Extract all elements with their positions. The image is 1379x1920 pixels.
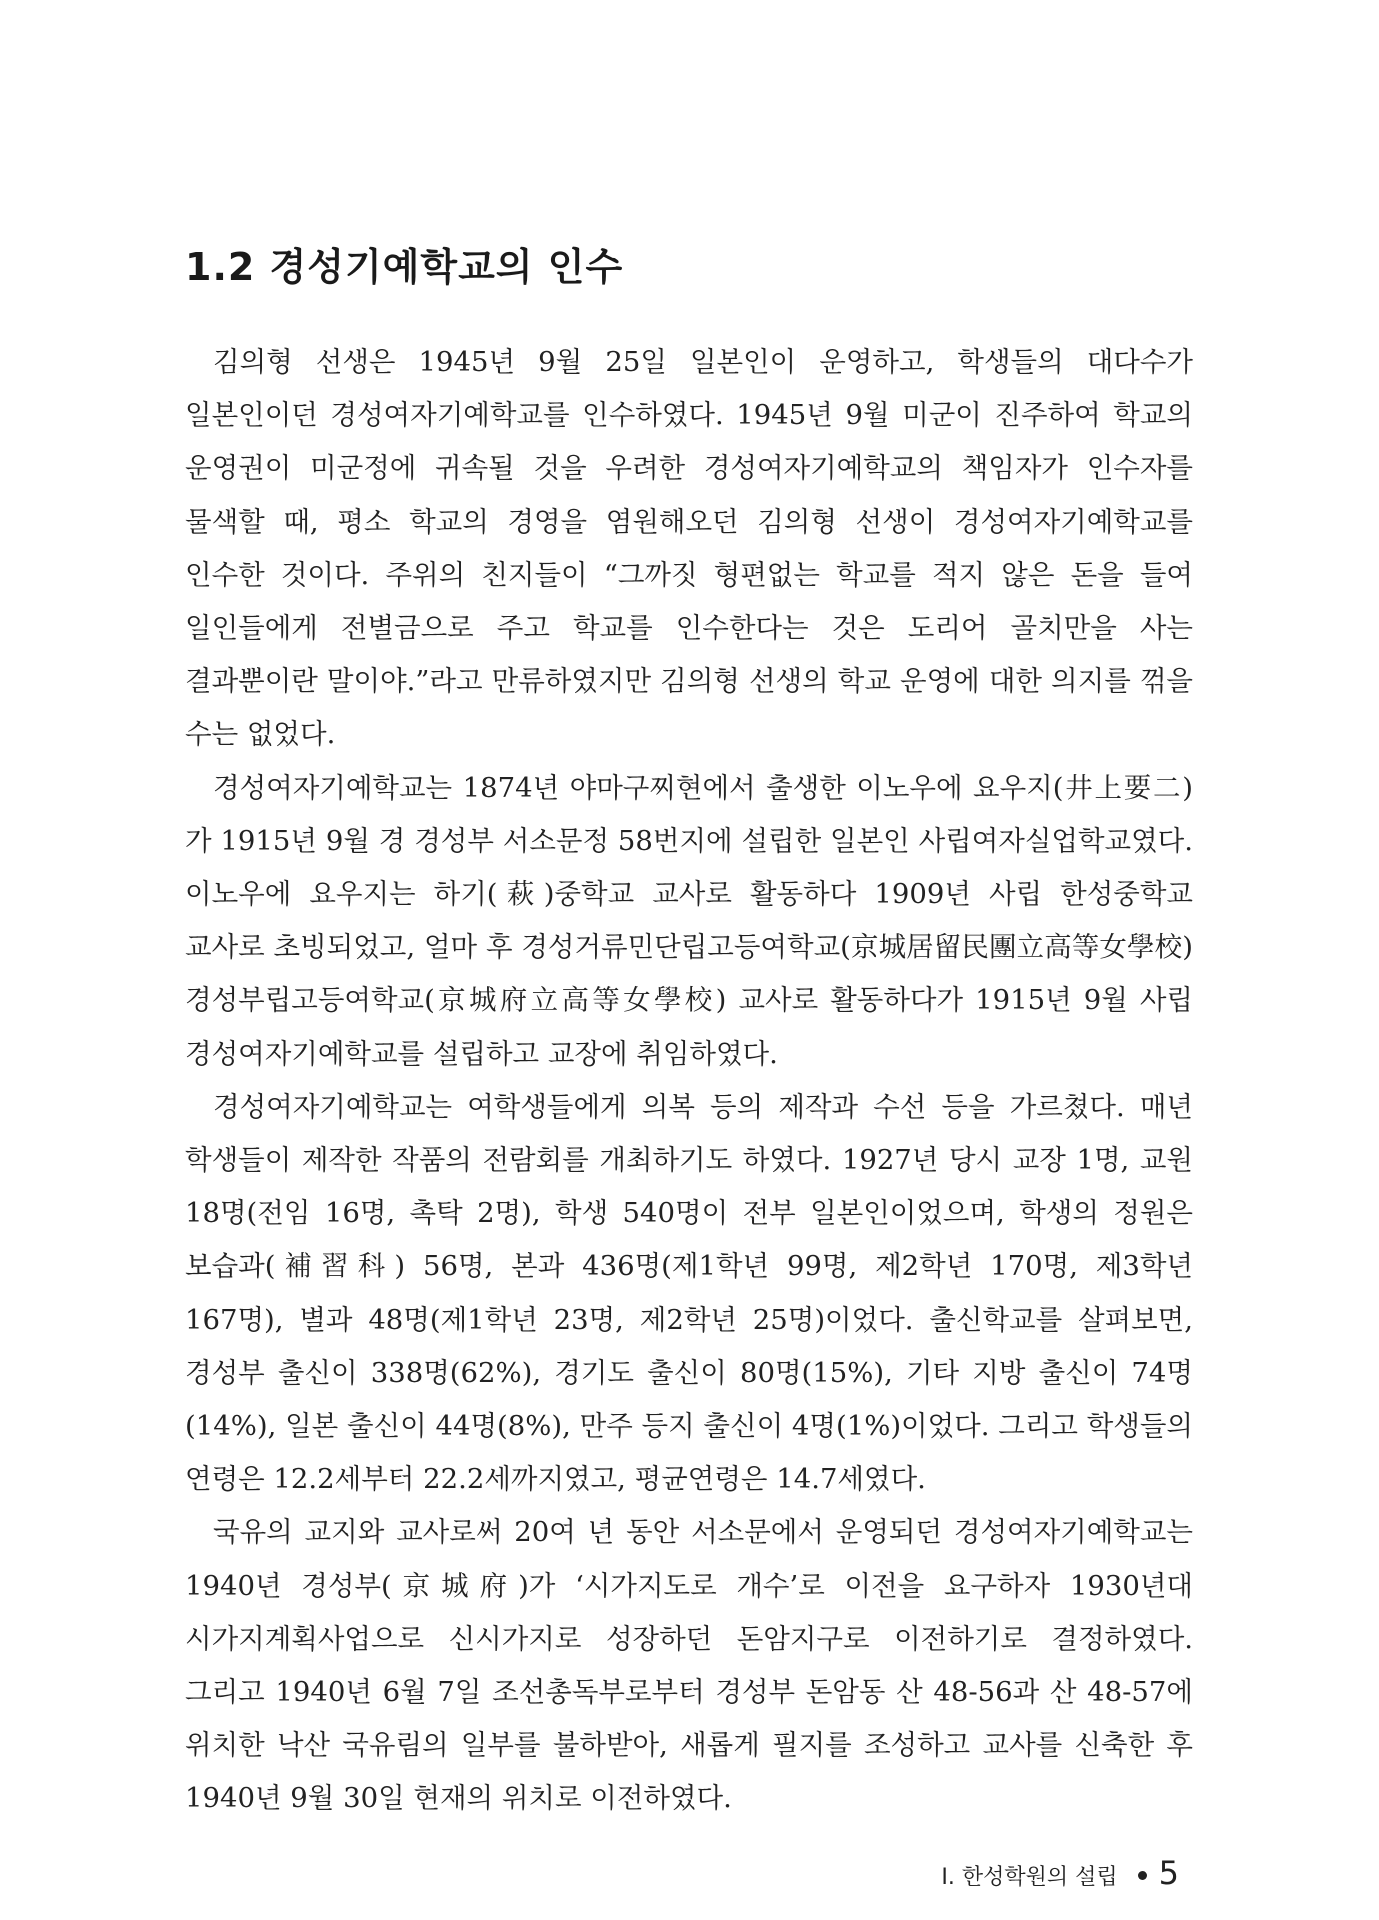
bullet-icon [1138, 1871, 1147, 1880]
paragraph: 김의형 선생은 1945년 9월 25일 일본인이 운영하고, 학생들의 대다수가 일본인이던 경성여자기예학교를 인수하였다. 1945년 9월 미군이 진주하여 학교의 운영권이 미군정에 귀속될 것을 우려한 경성여자기예학교의 책임자가 인수자를 물색할 때, 평소 학교의 경영을 염원해오던 김의형 선생이 경성여자기예학교를 인수한 것이다. 주위의 친지들이 “그까짓 형편없는 학교를 적지 않은 돈을 들여 일인들에게 전별금으로 주고 학교를 인수한다는 것은 도리어 골치만을 사는 결과뿐이란 말이야.”라고 만류하였지만 김의형 선생의 학교 운영에 대한 의지를 꺾을 수는 없었다. [185, 346, 1193, 751]
section-title: 1.2 경성기예학교의 인수 [185, 245, 624, 289]
paragraph: 경성여자기예학교는 여학생들에게 의복 등의 제작과 수선 등을 가르쳤다. 매년 학생들이 제작한 작품의 전람회를 개최하기도 하였다. 1927년 당시 교장 1명, 교원 18명(전임 16명, 촉탁 2명), 학생 540명이 전부 일본인이었으며, 학생의 정원은 보습과(補習科) 56명, 본과 436명(제1학년 99명, 제2학년 170명, 제3학년 167명), 별과 48명(제1학년 23명, 제2학년 25명)이었다. 출신학교를 살펴보면, 경성부 출신이 338명(62%), 경기도 출신이 80명(15%), 기타 지방 출신이 74명(14%), 일본 출신이 44명(8%), 만주 등지 출신이 4명(1%)이었다. 그리고 학생들의 연령은 12.2세부터 22.2세까지였고, 평균연령은 14.7세였다. [185, 1090, 1193, 1496]
footer-chapter-title: Ⅰ. 한성학원의 설립 [941, 1865, 1118, 1890]
body-text [185, 336, 1193, 1826]
page-number: 5 [1158, 1854, 1179, 1892]
paragraph: 경성여자기예학교는 1874년 야마구찌현에서 출생한 이노우에 요우지(井上要二)가 1915년 9월 경 경성부 서소문정 58번지에 설립한 일본인 사립여자실업학교였다. 이노우에 요우지는 하기(萩)중학교 교사로 활동하다 1909년 사립 한성중학교 교사로 초빙되었고, 얼마 후 경성거류민단립고등여학교(京城居留民團立高等女學校) 경성부립고등여학교(京城府立高等女學校) 교사로 활동하다가 1915년 9월 사립 경성여자기예학교를 설립하고 교장에 취임하였다. [185, 771, 1193, 1070]
page-footer [941, 1854, 1179, 1892]
paragraph: 국유의 교지와 교사로써 20여 년 동안 서소문에서 운영되던 경성여자기예학교는 1940년 경성부(京城府)가 ‘시가지도로 개수’로 이전을 요구하자 1930년대 시가지계획사업으로 신시가지로 성장하던 돈암지구로 이전하기로 결정하였다. 그리고 1940년 6월 7일 조선총독부로부터 경성부 돈암동 산 48-56과 산 48-57에 위치한 낙산 국유림의 일부를 불하받아, 새롭게 필지를 조성하고 교사를 신축한 후 1940년 9월 30일 현재의 위치로 이전하였다. [185, 1516, 1193, 1815]
